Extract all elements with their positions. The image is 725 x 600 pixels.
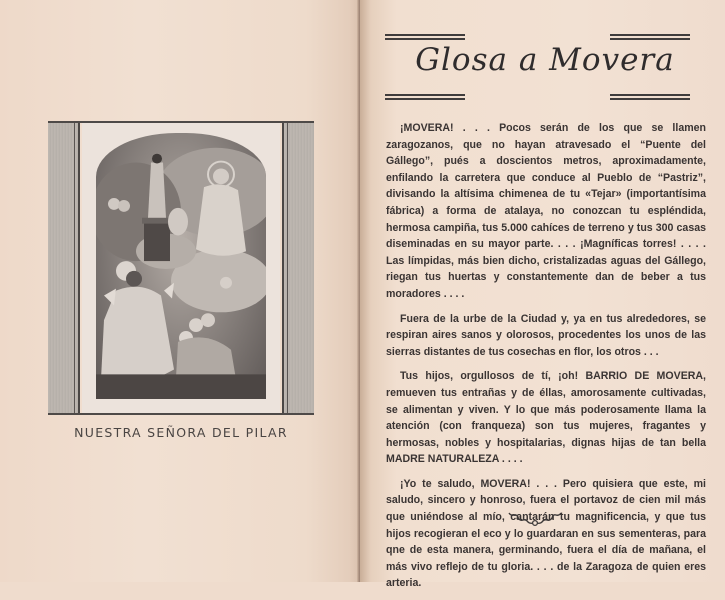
flourish-ornament-icon [505,507,565,529]
illustration-frame [48,121,314,415]
paragraph: ¡Yo te saludo, MOVERA! . . . Pero quisiera que este, mi saludo, sincero y honroso, fuera el portavoz de cien mil más que uniéndose al mío, cantarán tu magnificencia, y que tus hijos recogieran el eco y lo guardaran en sus sementeras, para qne de esta manera, germinando, fuera el día de mañana, el más vivo reflejo de tu gloria. . . . de la Zaragoza de quien eres arteria. [386,477,706,590]
religious-engraving-icon [96,133,266,399]
paragraph: Tus hijos, orgullosos de tí, ¡oh! BARRIO DE MOVERA, remueven tus entrañas y de éllas, amorosamente cultivadas, se alimentan y viven. Y lo que más poderosamente llama la atención (con franqueza) son tus mujeres, fragantes y hermosas, nobles y hospitalarias, dignas hijas de tan bella MADRE NATURALEZA . . . . [386,370,706,466]
page-title: Glosa a Movera [415,42,675,78]
title-rule-top-left [385,34,465,40]
paragraph: Fuera de la urbe de la Ciudad y, ya en tus alrededores, se respiran aires sanos y olorosos, procedentes los unos de las sierras distantes de tus cosechas en flor, los otros . . . [386,312,706,358]
paragraph: ¡MOVERA! . . . Pocos serán de los que se llamen zaragozanos, que no hayan atravesado el “Puente del Gállego”, pués a doscientos metros, aproximadamente, enfilando la carretera que conduce al Pueblo de “Pastriz”, divisando la altísima chimenea de tu «Tejar» (importantísima fábrica) a forma de atalaya, no conozcan tu espléndida, hermosa campiña, tus 5.000 cahíces de terreno y tus 300 casas diseminadas en su mayor parte. . . . ¡Magníficas torres! . . . . Las límpidas, más bien dicho, cristalizadas aguas del Gállego, riegan tus huertas y constantemente dan de beber a tus moradores . . . . [386,122,706,300]
frame-panel [82,123,280,413]
title-rule-top-right [610,34,690,40]
right-pilaster [282,123,314,413]
title-rule-bottom-left [385,94,465,100]
title-rule-bottom-right [610,94,690,100]
left-page [0,0,360,582]
illustration-caption: NUESTRA SEÑORA DEL PILAR [74,425,288,440]
left-pilaster [48,123,80,413]
